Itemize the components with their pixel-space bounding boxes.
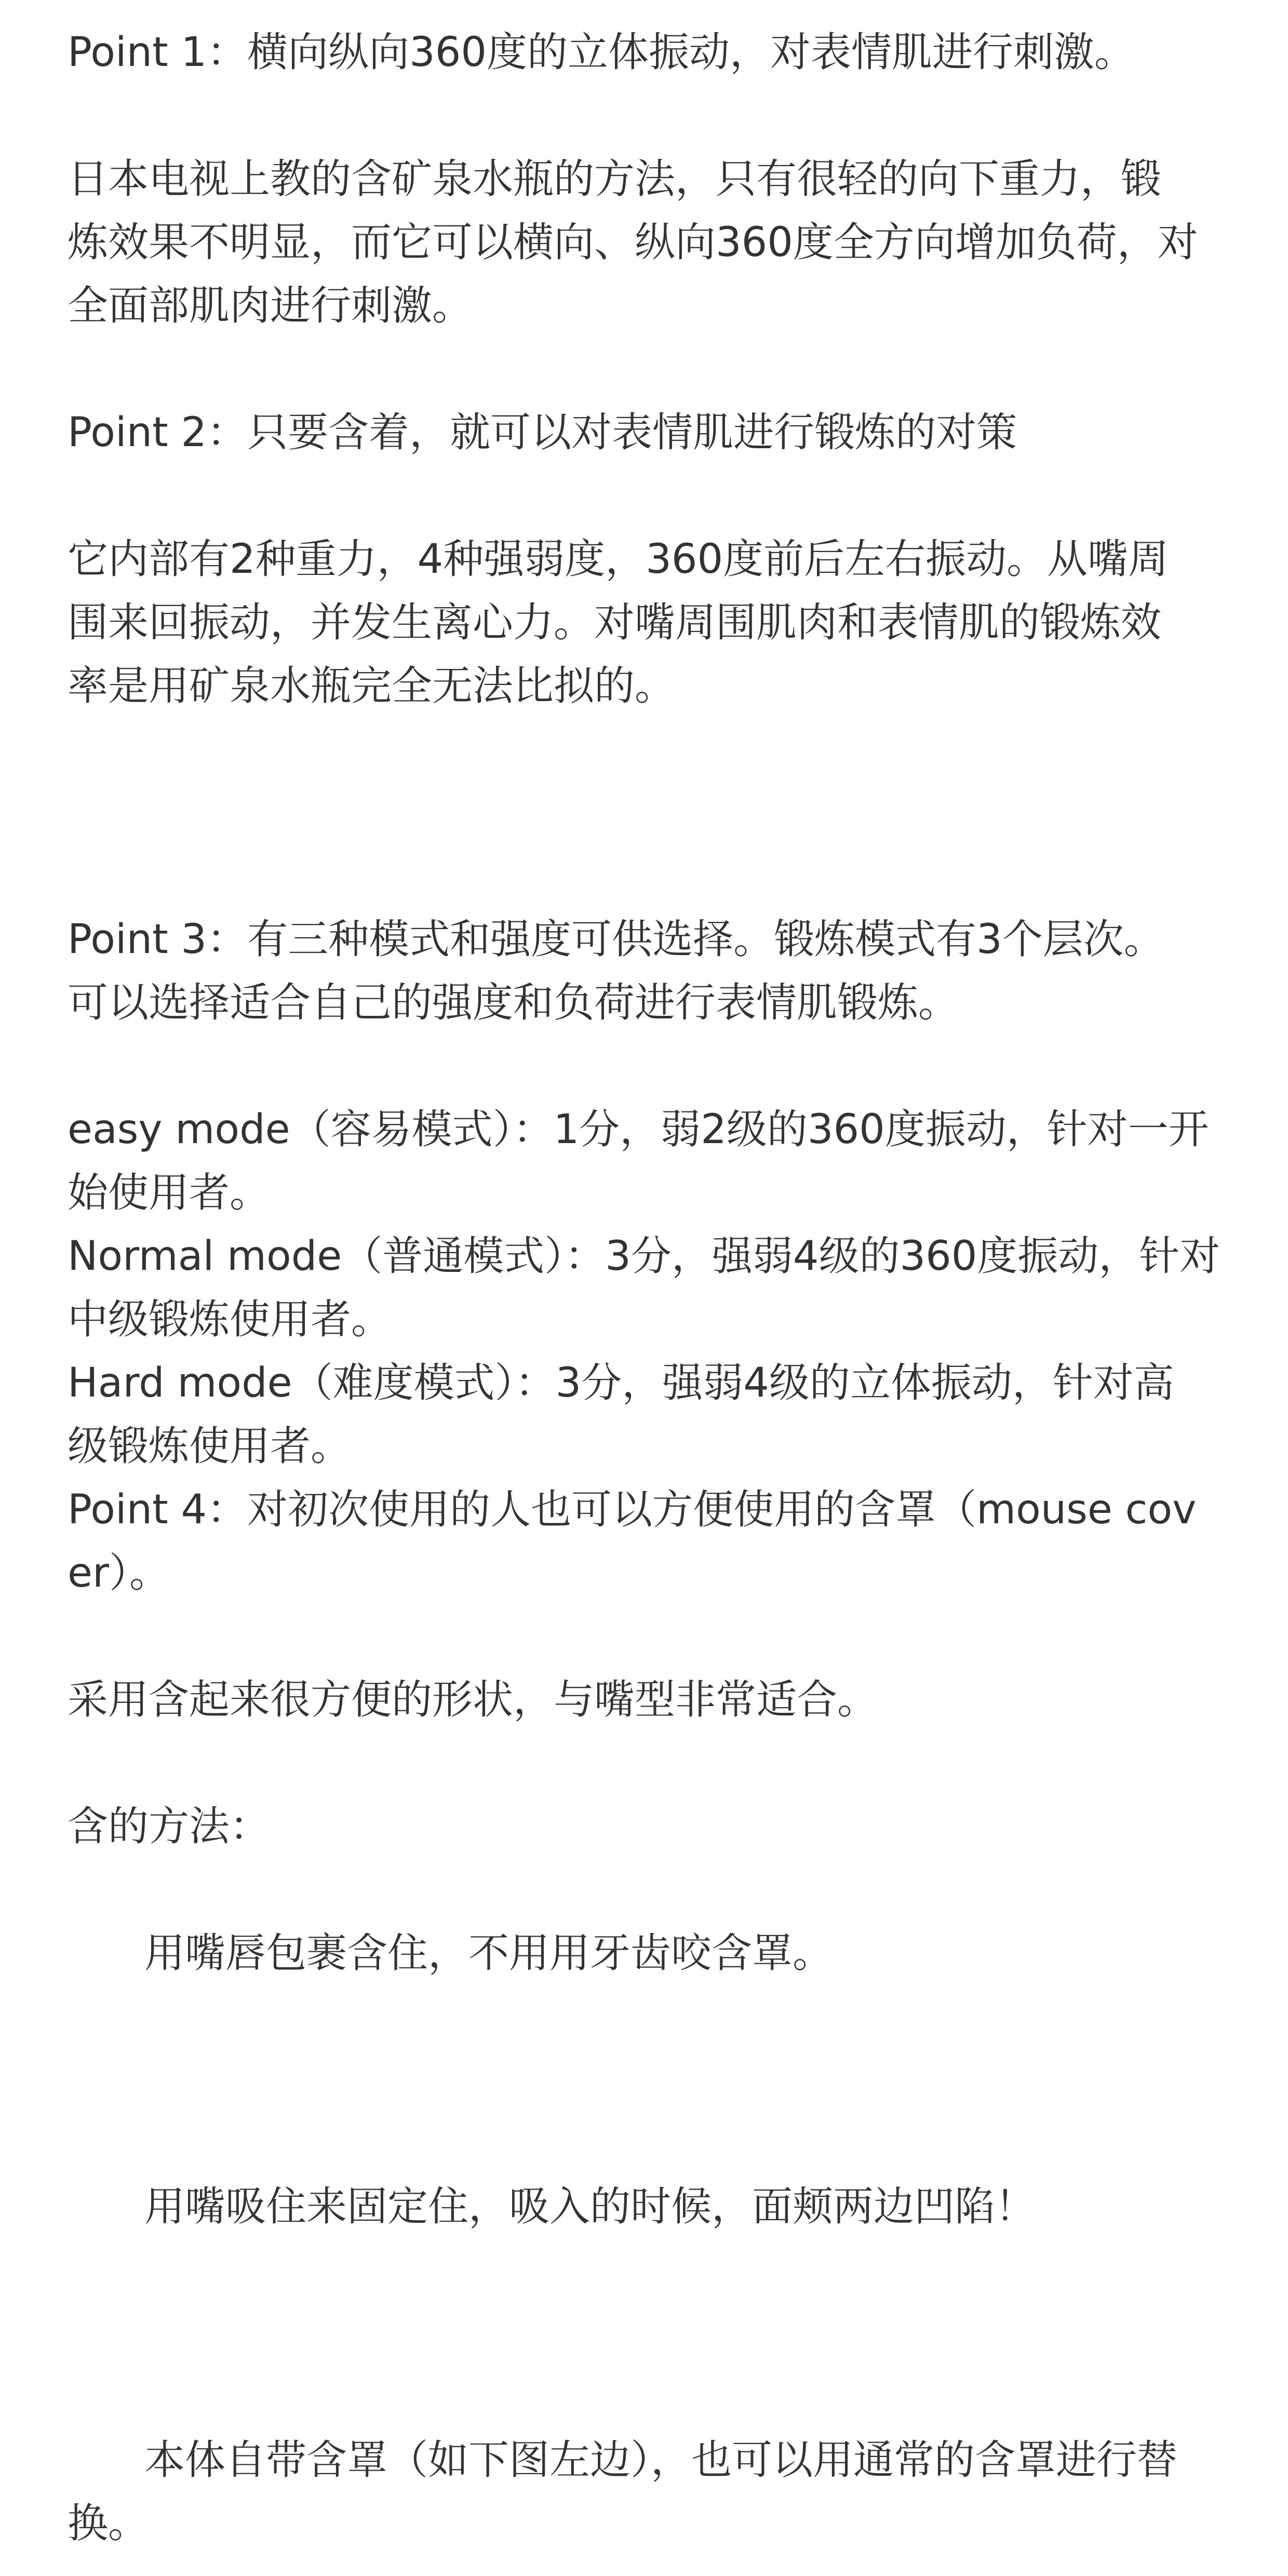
mode-normal xyxy=(68,1225,1236,1351)
point4-heading xyxy=(68,1478,1236,1605)
mode-easy-line-2: 始使用者。 xyxy=(68,1170,271,1216)
mode-hard-line-1: Hard mode（难度模式）：3分，强弱4级的立体振动，针对高 xyxy=(68,1360,1174,1406)
method-step-1-line: 用嘴唇包裹含住，不用用牙齿咬含罩。 xyxy=(144,1930,834,1977)
point1-line-1: 日本电视上教的含矿泉水瓶的方法，只有很轻的向下重力，锻 xyxy=(68,156,1162,203)
mode-hard xyxy=(68,1351,1236,1478)
point2-line-1: 它内部有2种重力，4种强弱度，360度前后左右振动。从嘴周 xyxy=(68,536,1169,583)
point1-line-2: 炼效果不明显，而它可以横向、纵向360度全方向增加负荷，对 xyxy=(68,219,1198,266)
method-step-2 xyxy=(68,2175,1236,2238)
method-step-2-line: 用嘴吸住来固定住，吸入的时候，面颊两边凹陷！ xyxy=(144,2183,1036,2230)
mode-hard-line-2: 级锻炼使用者。 xyxy=(68,1423,352,1470)
point2-paragraph xyxy=(68,528,1236,718)
mode-normal-line-1: Normal mode（普通模式）：3分，强弱4级的360度振动，针对 xyxy=(68,1233,1220,1280)
point2-heading xyxy=(68,401,1236,464)
article-body xyxy=(68,21,1236,2555)
point1-paragraph xyxy=(68,147,1236,338)
point2-heading-line: Point 2：只要含着，就可以对表情肌进行锻炼的对策 xyxy=(68,409,1017,456)
method-label-line: 含的方法： xyxy=(68,1803,271,1850)
point1-heading-line: Point 1：横向纵向360度的立体振动，对表情肌进行刺激。 xyxy=(68,29,1135,76)
point3-heading-line-1: Point 3：有三种模式和强度可供选择。锻炼模式有3个层次。 xyxy=(68,916,1164,963)
point2-line-2: 围来回振动，并发生离心力。对嘴周围肌肉和表情肌的锻炼效 xyxy=(68,599,1162,646)
point4-heading-line-1: Point 4：对初次使用的人也可以方便使用的含罩（mouse cov xyxy=(68,1486,1197,1533)
mode-easy-line-1: easy mode（容易模式）：1分，弱2级的360度振动，针对一开 xyxy=(68,1106,1209,1153)
mode-normal-line-2: 中级锻炼使用者。 xyxy=(68,1296,392,1343)
point4-heading-line-2: er）。 xyxy=(68,1550,170,1596)
method-step-3 xyxy=(68,2429,1236,2555)
method-step-1 xyxy=(68,1922,1236,1985)
point3-heading-line-2: 可以选择适合自己的强度和负荷进行表情肌锻炼。 xyxy=(68,980,959,1026)
point3-heading xyxy=(68,908,1236,1035)
mode-easy xyxy=(68,1098,1236,1225)
shape-line: 采用含起来很方便的形状，与嘴型非常适合。 xyxy=(68,1676,878,1723)
point1-heading xyxy=(68,21,1236,84)
shape-paragraph xyxy=(68,1668,1236,1732)
point2-line-3: 率是用矿泉水瓶完全无法比拟的。 xyxy=(68,663,676,709)
method-label xyxy=(68,1795,1236,1858)
method-step-3-line-1: 本体自带含罩（如下图左边），也可以用通常的含罩进行替 xyxy=(144,2437,1178,2484)
method-step-3-line-2: 换。 xyxy=(68,2500,149,2547)
point1-line-3: 全面部肌肉进行刺激。 xyxy=(68,283,473,329)
